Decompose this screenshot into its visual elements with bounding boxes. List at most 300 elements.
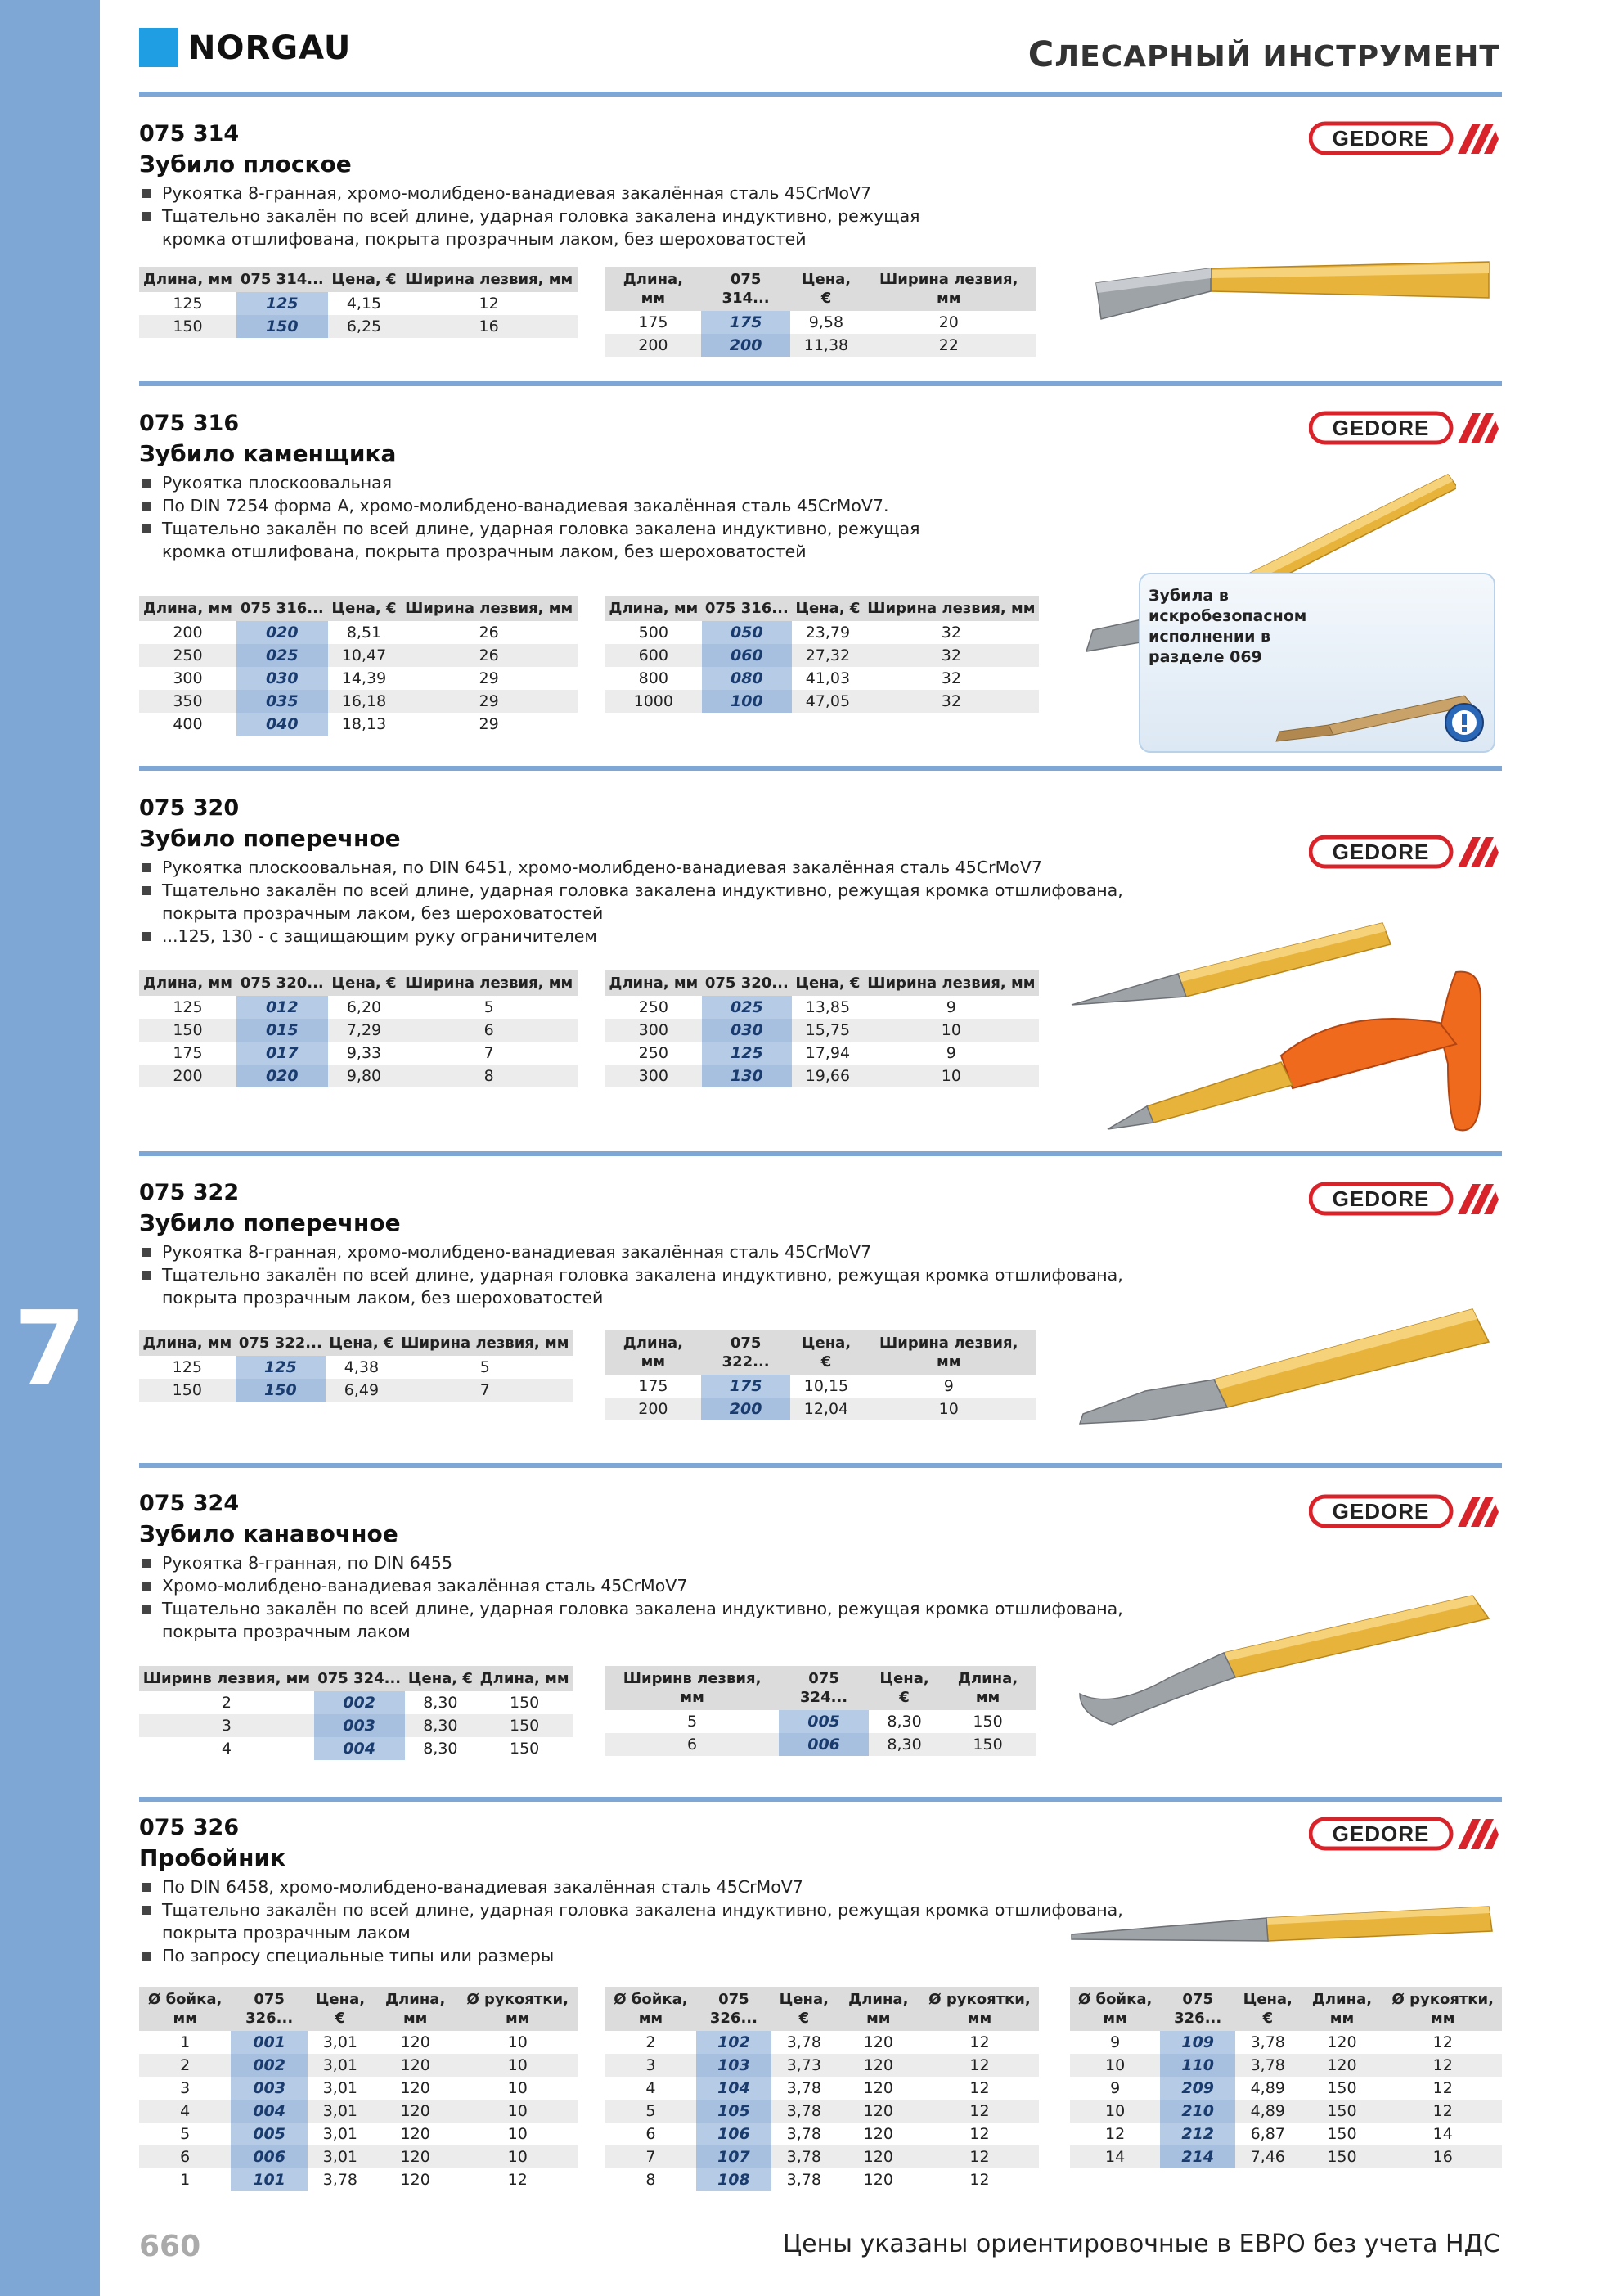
table-cell: 47,05	[792, 690, 864, 713]
table-cell: 10	[457, 2100, 578, 2123]
table-row	[605, 1019, 1039, 1042]
gedore-wordmark: GEDORE	[1332, 1821, 1430, 1846]
table-header-row	[605, 970, 1039, 996]
feature-item-cont: кромка отшлифована, покрыта прозрачным лаком, без шероховатостей	[162, 542, 807, 561]
table-cell: 3,01	[308, 2054, 373, 2077]
column-header: Ширина лезвия, мм	[398, 1330, 573, 1356]
order-code-cell: 102	[696, 2031, 771, 2054]
table-cell: 10	[457, 2145, 578, 2168]
feature-item-cont: кромка отшлифована, покрыта прозрачным лаком, без шероховатостей	[162, 229, 807, 249]
table-cell: 12	[1384, 2100, 1502, 2123]
table-cell: 11,38	[790, 334, 861, 357]
table-row	[139, 2031, 578, 2054]
table-row	[139, 1691, 573, 1714]
column-header: Ширина лезвия, мм	[400, 970, 578, 996]
table-cell: 32	[941, 669, 961, 687]
table-cell: 6,25	[328, 315, 401, 338]
price-table	[139, 970, 578, 1087]
table-cell: 120	[863, 2171, 893, 2189]
table-cell: 120	[1327, 2033, 1357, 2051]
table-cell: 150	[1327, 2125, 1357, 2143]
table-cell: 8	[400, 1065, 578, 1087]
order-code-cell: 025	[236, 644, 328, 667]
table-cell: 7,29	[328, 1019, 401, 1042]
column-header: Цена, €	[328, 267, 401, 292]
table-cell: 3,78	[786, 2079, 821, 2097]
column-header: Цена, €	[792, 970, 864, 996]
column-header: Длина, мм	[139, 596, 236, 621]
table-cell: 120	[400, 2033, 430, 2051]
price-table	[139, 267, 578, 338]
table-cell: 14,39	[341, 669, 387, 687]
table-cell: 8,30	[405, 1714, 477, 1737]
table-cell: 500	[638, 624, 668, 642]
order-code-cell: 125	[702, 1042, 793, 1065]
table-row	[605, 644, 1039, 667]
column-header: Цена, €	[328, 970, 401, 996]
order-code-cell: 100	[702, 690, 793, 713]
table-row	[139, 644, 578, 667]
feature-list	[142, 1551, 1123, 1643]
table-cell: 5	[605, 2100, 696, 2123]
price-table	[605, 1330, 1036, 1420]
order-code-cell: 030	[236, 667, 328, 690]
table-cell: 10	[507, 2125, 528, 2143]
table-cell: 150	[1300, 2100, 1383, 2123]
table-cell: 12	[920, 2100, 1039, 2123]
column-header: Цена, €	[1235, 1987, 1300, 2031]
table-cell: 8,30	[423, 1694, 458, 1712]
product-title: Зубило плоское	[139, 151, 352, 178]
column-header: Длина, мм	[139, 267, 236, 292]
table-cell: 16	[1384, 2145, 1502, 2168]
table-cell: 200	[139, 1065, 236, 1087]
order-code-cell: 060	[702, 644, 793, 667]
table-cell: 9	[1110, 2033, 1121, 2051]
table-cell: 10	[1070, 2100, 1160, 2123]
column-header: Цена, €	[328, 596, 401, 621]
table-cell: 175	[638, 313, 668, 331]
table-cell: 3,78	[771, 2100, 837, 2123]
table-cell: 6,49	[326, 1379, 398, 1402]
feature-list	[142, 471, 920, 563]
order-code-cell: 106	[696, 2123, 771, 2145]
table-row	[605, 1710, 1036, 1733]
table-cell: 2	[221, 1694, 232, 1712]
table-row	[605, 690, 1039, 713]
table-header-row	[139, 596, 578, 621]
table-cell: 3	[180, 2079, 191, 2097]
order-code-cell: 212	[1160, 2123, 1235, 2145]
table-cell: 12	[969, 2033, 990, 2051]
table-cell: 400	[173, 715, 203, 733]
table-cell: 14	[1070, 2145, 1160, 2168]
table-cell: 8,51	[346, 624, 382, 642]
table-row	[139, 667, 578, 690]
table-cell: 8,30	[869, 1733, 940, 1756]
column-header: Цена, €	[869, 1666, 940, 1710]
table-row	[605, 1042, 1039, 1065]
table-cell: 120	[373, 2054, 458, 2077]
table-row	[605, 621, 1039, 644]
table-row	[1070, 2031, 1502, 2054]
table-cell: 150	[940, 1733, 1036, 1756]
order-code-cell: 200	[701, 1398, 791, 1420]
table-row	[1070, 2054, 1502, 2077]
table-cell: 12	[920, 2054, 1039, 2077]
price-table	[605, 596, 1039, 713]
column-header: Длина, мм	[605, 267, 701, 311]
table-row	[139, 1737, 573, 1760]
gedore-logo-icon	[1309, 121, 1502, 155]
order-code-cell: 020	[236, 1065, 328, 1087]
table-cell: 2	[645, 2033, 656, 2051]
column-header: 075 322...	[236, 1330, 326, 1356]
feature-item: ...125, 130 - с защищающим руку ограничителем	[142, 925, 1123, 948]
gedore-wordmark: GEDORE	[1332, 1499, 1430, 1524]
table-cell: 250	[638, 998, 668, 1016]
table-row	[605, 2123, 1039, 2145]
order-code-cell: 214	[1160, 2145, 1235, 2168]
table-row	[139, 621, 578, 644]
table-row	[1070, 2145, 1502, 2168]
table-cell: 29	[400, 690, 578, 713]
feature-item: Тщательно закалён по всей длине, ударная головка закалена индуктивно, режущая кромка отшлифована,	[142, 1898, 1123, 1921]
table-header-row	[605, 267, 1036, 311]
groove-chisel-image	[1063, 1587, 1502, 1735]
table-cell: 32	[864, 644, 1039, 667]
table-cell: 150	[509, 1740, 540, 1758]
order-code-cell: 108	[696, 2168, 771, 2191]
product-title: Зубило канавочное	[139, 1520, 398, 1547]
column-header: Ø бойка, мм	[139, 1987, 231, 2031]
order-code-cell: 002	[314, 1691, 405, 1714]
column-header: Цена, €	[790, 267, 861, 311]
table-cell: 17,94	[805, 1044, 851, 1062]
table-row	[139, 1356, 573, 1379]
column-header: Длина, мм	[940, 1666, 1036, 1710]
table-cell: 120	[837, 2100, 921, 2123]
table-cell: 14	[1432, 2125, 1453, 2143]
table-row	[605, 1065, 1039, 1087]
cross-cut-chisel-8-sided-image	[1063, 1301, 1502, 1432]
table-cell: 350	[139, 690, 236, 713]
table-cell: 23,79	[805, 624, 851, 642]
table-cell: 4,89	[1250, 2079, 1285, 2097]
table-cell: 1	[180, 2033, 191, 2051]
table-cell: 8,30	[887, 1713, 922, 1731]
table-row	[605, 334, 1036, 357]
order-code-cell: 104	[696, 2077, 771, 2100]
gedore-logo-icon	[1309, 411, 1502, 445]
section-divider	[139, 92, 1502, 97]
table-cell: 12	[969, 2171, 990, 2189]
table-cell: 10	[864, 1019, 1039, 1042]
table-cell: 10	[507, 2079, 528, 2097]
table-cell: 9	[1110, 2079, 1121, 2097]
product-title: Зубило каменщика	[139, 440, 397, 467]
table-header-row	[605, 1330, 1036, 1375]
table-row	[139, 1042, 578, 1065]
gedore-wordmark: GEDORE	[1332, 1186, 1430, 1211]
table-cell: 3,78	[1250, 2033, 1285, 2051]
column-header: Ø рукоятки, мм	[1384, 1987, 1502, 2031]
order-code-cell: 012	[236, 996, 328, 1019]
table-row	[605, 1733, 1036, 1756]
price-table	[139, 1666, 573, 1760]
column-header: 075 322...	[701, 1330, 791, 1375]
table-cell: 3,78	[786, 2033, 821, 2051]
order-code-cell: 005	[231, 2123, 307, 2145]
table-row	[605, 2100, 1039, 2123]
feature-item: Тщательно закалён по всей длине, ударная головка закалена индуктивно, режущая кромка отшлифована,	[142, 1597, 1123, 1620]
table-cell: 120	[837, 2054, 921, 2077]
column-header: 075 324...	[314, 1666, 405, 1691]
table-cell: 22	[861, 334, 1036, 357]
order-code-cell: 025	[702, 996, 793, 1019]
order-code-cell: 209	[1160, 2077, 1235, 2100]
column-header: Ø бойка, мм	[1070, 1987, 1160, 2031]
table-cell: 27,32	[792, 644, 864, 667]
order-code-cell: 125	[236, 292, 328, 315]
table-cell: 18,13	[341, 715, 387, 733]
table-cell: 120	[863, 2079, 893, 2097]
order-code-cell: 004	[231, 2100, 307, 2123]
table-cell: 12	[1432, 2079, 1453, 2097]
feature-item: Рукоятка 8-гранная, хромо-молибдено-ванадиевая закалённая сталь 45CrMoV7	[142, 182, 920, 205]
table-cell: 9	[943, 1377, 954, 1395]
column-header: Ширина лезвия, мм	[861, 267, 1036, 311]
column-header: Ширина лезвия, мм	[864, 596, 1039, 621]
table-row	[139, 1065, 578, 1087]
table-cell: 250	[139, 644, 236, 667]
table-cell: 3,01	[308, 2145, 373, 2168]
table-cell: 8,30	[423, 1740, 458, 1758]
table-cell: 10	[507, 2033, 528, 2051]
table-header-row	[605, 596, 1039, 621]
gedore-logo-icon	[1309, 1494, 1502, 1528]
table-cell: 150	[973, 1713, 1003, 1731]
section-divider	[139, 766, 1502, 771]
page-title-rest: ЛЕСАРНЫЙ ИНСТРУМЕНТ	[1054, 40, 1500, 74]
page-title	[1028, 34, 1500, 75]
feature-item: Тщательно закалён по всей длине, ударная головка закалена индуктивно, режущая	[142, 517, 920, 540]
table-cell: 12	[479, 295, 499, 313]
table-cell: 6	[605, 1733, 779, 1756]
order-code-cell: 002	[231, 2054, 307, 2077]
table-cell: 12	[969, 2125, 990, 2143]
cross-cut-chisel-with-guard-image	[1096, 966, 1489, 1137]
column-header: 075 326...	[231, 1987, 307, 2031]
table-cell: 3,01	[308, 2100, 373, 2123]
table-cell: 3,73	[771, 2054, 837, 2077]
table-cell: 120	[373, 2145, 458, 2168]
table-header-row	[1070, 1987, 1502, 2031]
column-header: 075 314...	[236, 267, 328, 292]
norgau-logo-icon	[139, 28, 178, 67]
column-header: Длина, мм	[139, 1330, 236, 1356]
table-cell: 250	[638, 1044, 668, 1062]
column-header: 075 314...	[701, 267, 791, 311]
table-header-row	[139, 970, 578, 996]
table-cell: 29	[479, 715, 499, 733]
order-code-cell: 004	[314, 1737, 405, 1760]
table-cell: 6,87	[1250, 2125, 1285, 2143]
gedore-wordmark: GEDORE	[1332, 840, 1430, 864]
order-code-cell: 130	[702, 1065, 793, 1087]
table-cell: 10	[1070, 2054, 1160, 2077]
table-cell: 26	[479, 624, 499, 642]
table-header-row	[139, 267, 578, 292]
table-row	[605, 1375, 1036, 1398]
table-cell: 800	[638, 669, 668, 687]
table-cell: 16	[400, 315, 578, 338]
table-row	[139, 1019, 578, 1042]
brand-name: NORGAU	[188, 29, 352, 67]
table-cell: 150	[1327, 2079, 1357, 2097]
table-row	[605, 2145, 1039, 2168]
feature-item: По DIN 6458, хромо-молибдено-ванадиевая закалённая сталь 45CrMoV7	[142, 1875, 1123, 1898]
chapter-number: 7	[14, 1289, 86, 1409]
table-cell: 120	[400, 2079, 430, 2097]
table-row	[605, 667, 1039, 690]
feature-list	[142, 182, 920, 250]
table-cell: 7	[605, 2145, 696, 2168]
column-header: Длина, мм	[139, 970, 236, 996]
table-cell: 3,78	[786, 2125, 821, 2143]
column-header: Длина, мм	[476, 1666, 573, 1691]
table-cell: 4,15	[346, 295, 382, 313]
feature-item-cont: покрыта прозрачным лаком, без шероховатостей	[162, 1288, 604, 1308]
table-cell: 175	[638, 1377, 668, 1395]
order-code-cell: 200	[701, 334, 791, 357]
product-title: Зубило поперечное	[139, 1209, 401, 1236]
order-code-cell: 110	[1160, 2054, 1235, 2077]
table-cell: 12,04	[790, 1398, 861, 1420]
table-cell: 12	[1105, 2125, 1126, 2143]
price-table	[605, 1666, 1036, 1756]
feature-list	[142, 1240, 1123, 1309]
table-cell: 300	[605, 1019, 702, 1042]
column-header: Ø рукоятки, мм	[457, 1987, 578, 2031]
table-cell: 2	[139, 2054, 231, 2077]
order-code-cell: 150	[236, 1379, 326, 1402]
table-row	[605, 2054, 1039, 2077]
gedore-wordmark: GEDORE	[1332, 416, 1430, 440]
table-row	[139, 292, 578, 315]
article-number: 075 326	[139, 1815, 240, 1840]
order-code-cell: 005	[779, 1710, 869, 1733]
price-table	[605, 267, 1036, 357]
feature-item-cont: покрыта прозрачным лаком, без шероховатостей	[162, 903, 604, 923]
table-cell: 12	[507, 2171, 528, 2189]
order-code-cell: 003	[231, 2077, 307, 2100]
feature-item: Хромо-молибдено-ванадиевая закалённая сталь 45CrMoV7	[142, 1574, 1123, 1597]
column-header: 075 326...	[696, 1987, 771, 2031]
section-divider	[139, 381, 1502, 386]
table-cell: 6	[645, 2125, 656, 2143]
table-cell: 6,20	[346, 998, 382, 1016]
table-cell: 600	[605, 644, 702, 667]
table-cell: 29	[479, 669, 499, 687]
table-row	[605, 2168, 1039, 2191]
order-code-cell: 150	[236, 315, 328, 338]
price-table	[139, 1987, 578, 2191]
feature-item: Тщательно закалён по всей длине, ударная головка закалена индуктивно, режущая кромка отшлифована,	[142, 879, 1123, 902]
column-header: Ширина лезвия, мм	[400, 267, 578, 292]
table-cell: 26	[400, 644, 578, 667]
gedore-logo-icon	[1309, 1817, 1502, 1851]
column-header: 075 326...	[1160, 1987, 1235, 2031]
table-row	[139, 690, 578, 713]
table-cell: 12	[1432, 2033, 1453, 2051]
table-cell: 150	[476, 1714, 573, 1737]
table-cell: 120	[1300, 2054, 1383, 2077]
table-cell: 120	[400, 2171, 430, 2189]
column-header: Ø бойка, мм	[605, 1987, 696, 2031]
table-row	[139, 713, 578, 736]
table-cell: 150	[139, 1019, 236, 1042]
column-header: Длина, мм	[373, 1987, 458, 2031]
table-row	[605, 311, 1036, 334]
column-header: Цена, €	[308, 1987, 373, 2031]
table-cell: 32	[864, 690, 1039, 713]
table-cell: 12	[920, 2145, 1039, 2168]
column-header: Ширинв лезвия, мм	[605, 1666, 779, 1710]
table-cell: 200	[173, 624, 203, 642]
order-code-cell: 175	[701, 311, 791, 334]
table-row	[139, 2145, 578, 2168]
table-row	[605, 996, 1039, 1019]
price-table	[605, 970, 1039, 1087]
table-cell: 6	[139, 2145, 231, 2168]
feature-item: Рукоятка 8-гранная, хромо-молибдено-ванадиевая закалённая сталь 45CrMoV7	[142, 1240, 1123, 1263]
table-cell: 300	[605, 1065, 702, 1087]
page-number: 660	[139, 2230, 201, 2263]
order-code-cell: 006	[231, 2145, 307, 2168]
table-cell: 3	[605, 2054, 696, 2077]
column-header: Ширина лезвия, мм	[864, 970, 1039, 996]
table-cell: 125	[173, 998, 203, 1016]
feature-item: Рукоятка плоскоовальная, по DIN 6451, хромо-молибдено-ванадиевая закалённая сталь 45CrMoV7	[142, 856, 1123, 879]
table-cell: 5	[479, 1358, 490, 1376]
table-row	[1070, 2100, 1502, 2123]
feature-list	[142, 1875, 1123, 1967]
column-header: Цена, €	[326, 1330, 398, 1356]
table-cell: 150	[139, 315, 236, 338]
order-code-cell: 109	[1160, 2031, 1235, 2054]
column-header: Длина, мм	[837, 1987, 921, 2031]
table-row	[139, 2168, 578, 2191]
table-cell: 4	[221, 1740, 232, 1758]
table-cell: 16,18	[328, 690, 401, 713]
table-cell: 3,01	[322, 2079, 358, 2097]
table-row	[1070, 2077, 1502, 2100]
feature-item: По DIN 7254 форма A, хромо-молибдено-ванадиевая закалённая сталь 45CrMoV7.	[142, 494, 920, 517]
table-cell: 12	[969, 2079, 990, 2097]
table-cell: 200	[605, 334, 701, 357]
spark-free-note: Зубила в искробезопасном исполнении в разделе 069	[1149, 587, 1307, 666]
table-cell: 125	[173, 295, 203, 313]
section-divider	[139, 1463, 1502, 1468]
table-header-row	[605, 1666, 1036, 1710]
gedore-logo-icon	[1309, 835, 1502, 869]
order-code-cell: 105	[696, 2100, 771, 2123]
column-header: Цена, €	[405, 1666, 477, 1691]
feature-item: Рукоятка 8-гранная, по DIN 6455	[142, 1551, 1123, 1574]
article-number: 075 324	[139, 1491, 240, 1516]
column-header: 075 316...	[236, 596, 328, 621]
